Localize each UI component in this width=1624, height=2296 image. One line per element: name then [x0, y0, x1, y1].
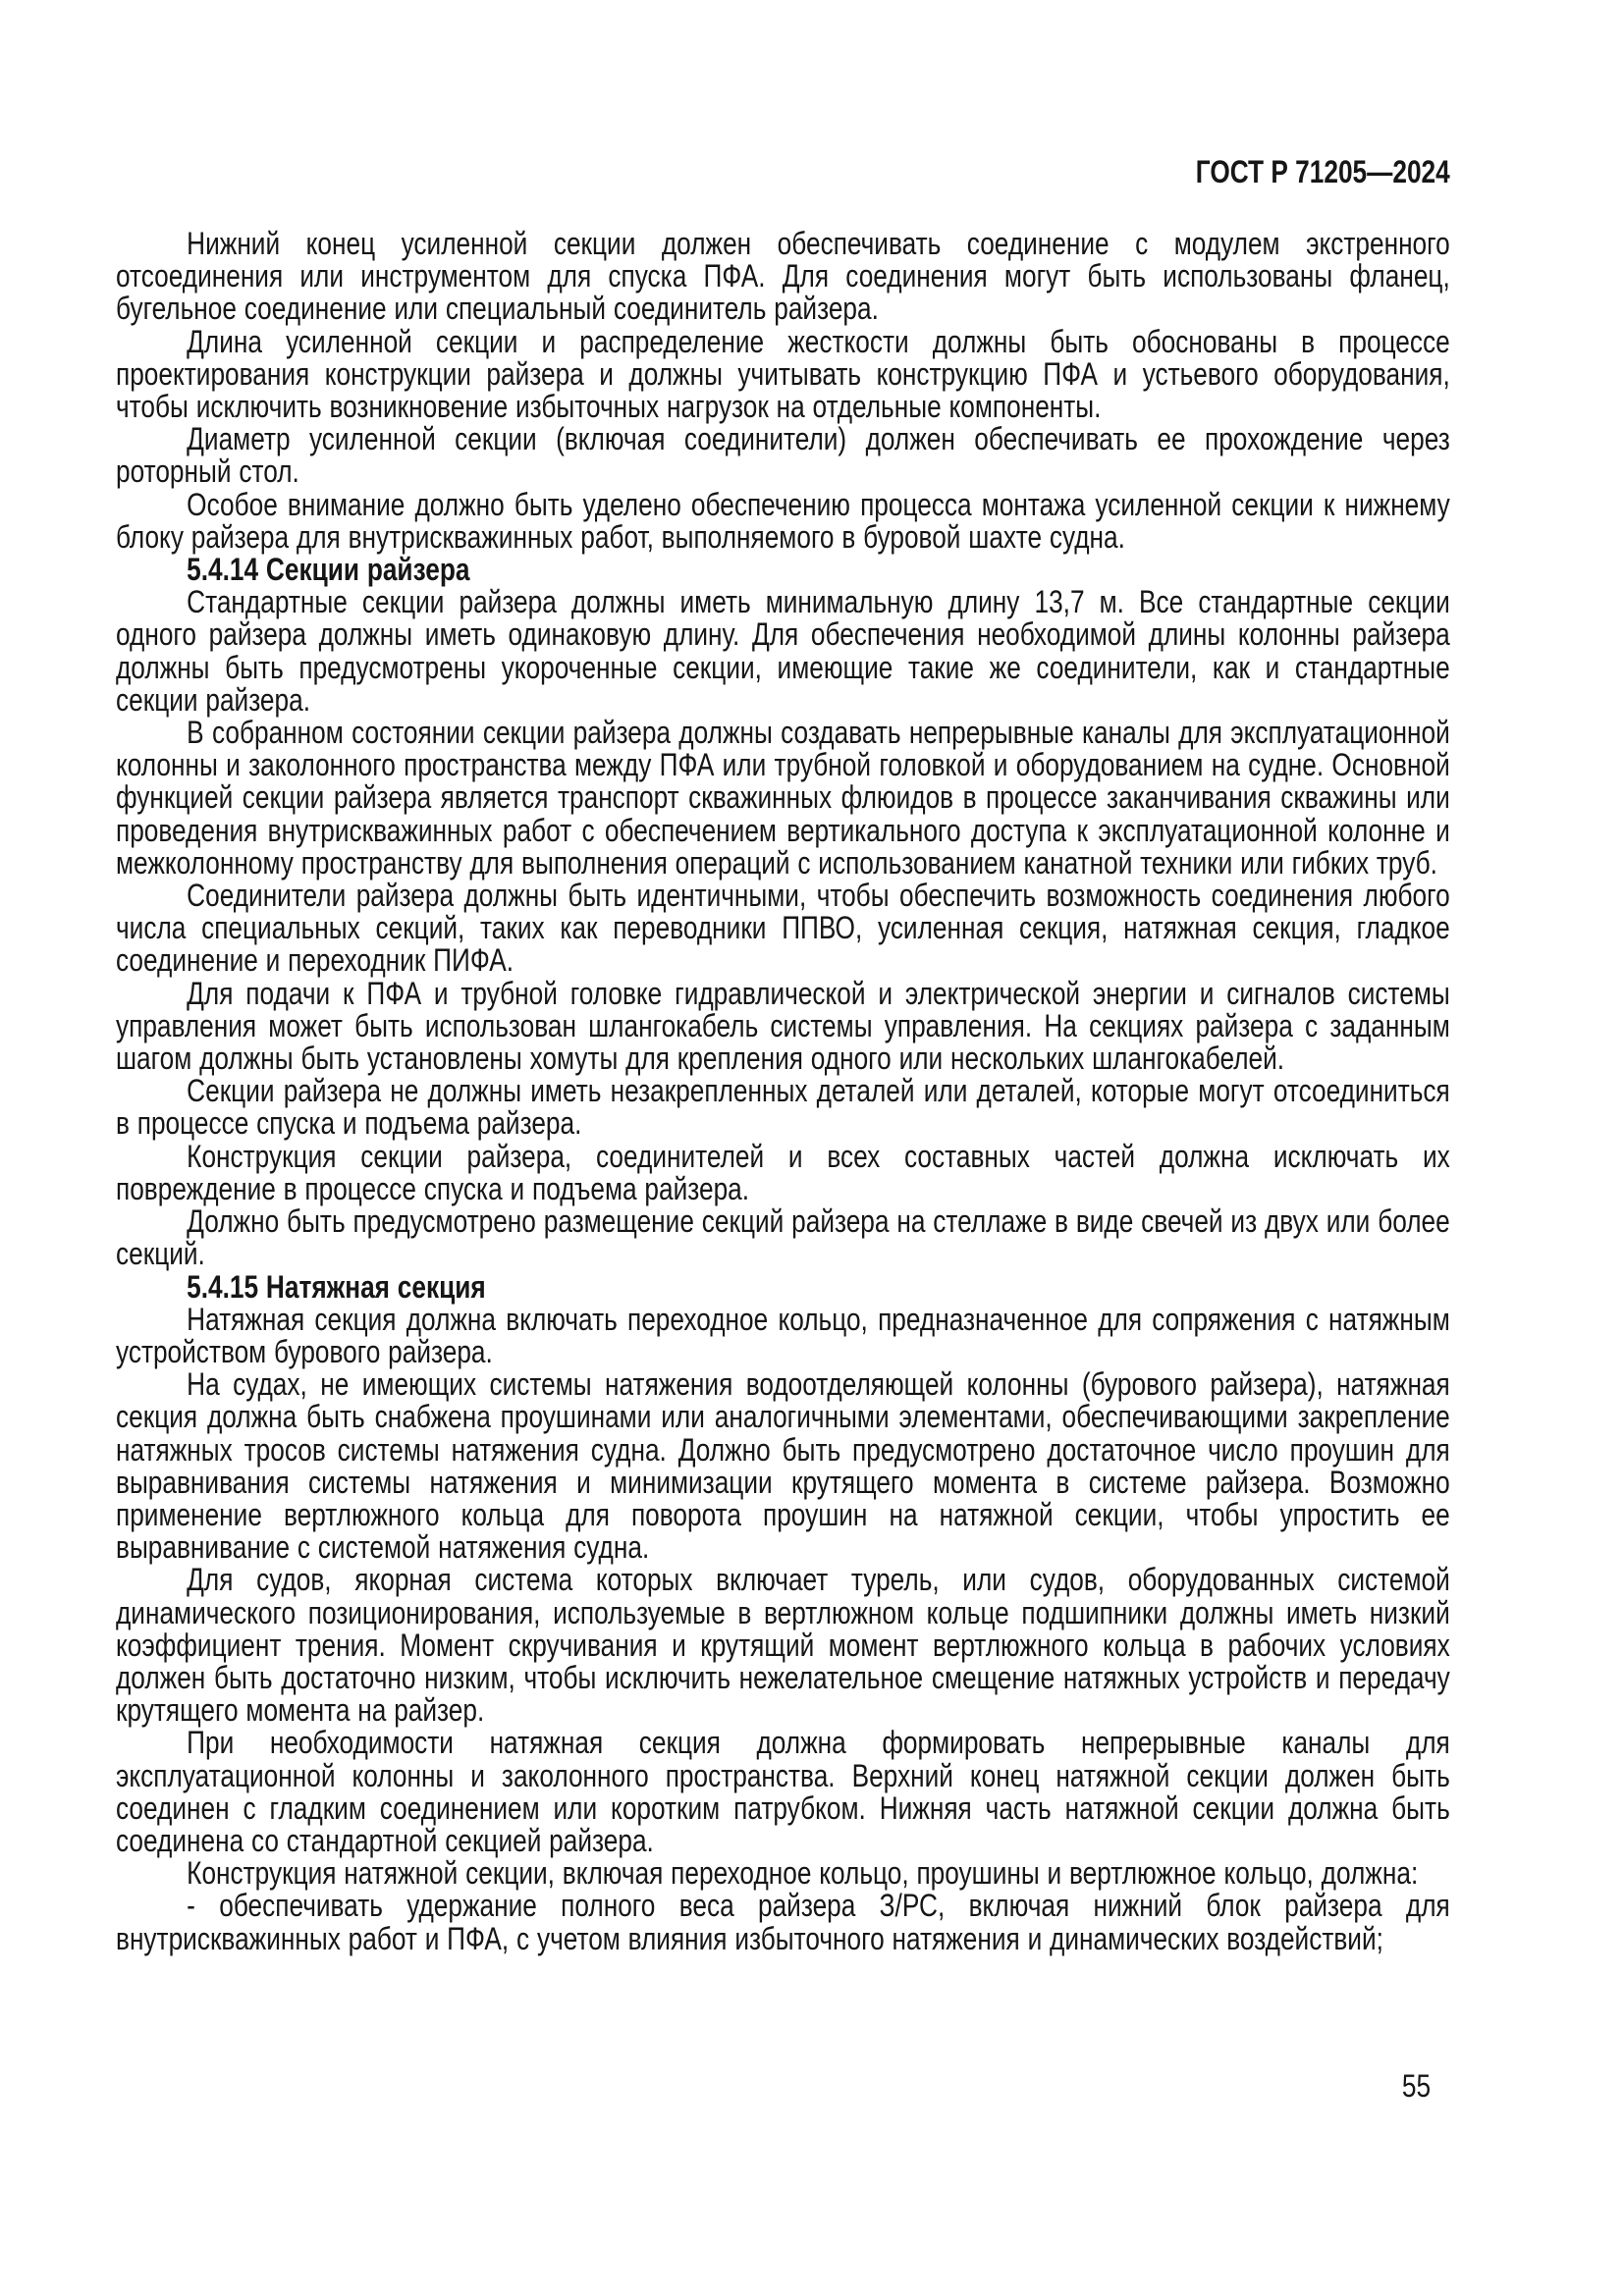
paragraph: Особое внимание должно быть уделено обеспечению процесса монтажа усиленной секции к нижнему блоку райзера для внутрискважинных работ, выполняемого в буровой шахте судна.: [116, 486, 1450, 555]
paragraph: Секции райзера не должны иметь незакрепленных деталей или деталей, которые могут отсоединиться в процессе спуска и подъема райзера.: [116, 1073, 1450, 1142]
section-heading: 5.4.15 Натяжная секция: [187, 1268, 486, 1305]
paragraph: Диаметр усиленной секции (включая соединители) должен обеспечивать ее прохождение через роторный стол.: [116, 421, 1450, 490]
document-code: ГОСТ Р 71205—2024: [1195, 154, 1450, 189]
paragraph: Соединители райзера должны быть идентичными, чтобы обеспечить возможность соединения любого числа специальных секций, таких как переводники ППВО, усиленная секция, натяжная секция, гладкое соединение и переходник ПИФА.: [116, 878, 1450, 979]
paragraph: Конструкция натяжной секции, включая переходное кольцо, проушины и вертлюжное кольцо, должна:: [187, 1855, 1419, 1892]
paragraph: При необходимости натяжная секция должна формировать непрерывные каналы для эксплуатационной колонны и заколонного пространства. Верхний конец натяжной секции должен быть соединен с гладким соединением или коротким патрубком. Нижняя часть натяжной секции должна быть соединена со стандартной секцией райзера.: [116, 1725, 1450, 1858]
paragraph: Для судов, якорная система которых включает турель, или судов, оборудованных системой динамического позиционирования, используемые в вертлюжном кольце подшипники должны иметь низкий коэффициент трения. Момент скручивания и крутящий момент вертлюжного кольца в рабочих условиях должен быть достаточно низким, чтобы исключить нежелательное смещение натяжных устройств и передачу крутящего момента на райзер.: [116, 1562, 1450, 1729]
section-heading: 5.4.14 Секции райзера: [187, 552, 470, 588]
paragraph: Конструкция секции райзера, соединителей и всех составных частей должна исключать их повреждение в процессе спуска и подъема райзера.: [116, 1138, 1450, 1206]
document-body: [116, 228, 1450, 1955]
paragraph: Должно быть предусмотрено размещение секций райзера на стеллаже в виде свечей из двух или более секций.: [116, 1203, 1450, 1272]
paragraph: Для подачи к ПФА и трубной головке гидравлической и электрической энергии и сигналов системы управления может быть использован шлангокабель системы управления. На секциях райзера с заданным шагом должны быть установлены хомуты для крепления одного или нескольких шлангокабелей.: [116, 975, 1450, 1077]
paragraph: На судах, не имеющих системы натяжения водоотделяющей колонны (бурового райзера), натяжная секция должна быть снабжена проушинами или аналогичными элементами, обеспечивающими закрепление натяжных тросов системы натяжения судна. Должно быть предусмотрено достаточное число проушин для выравнивания системы натяжения и минимизации крутящего момента в системе райзера. Возможно применение вертлюжного кольца для поворота проушин на натяжной секции, чтобы упростить ее выравнивание с системой натяжения судна.: [116, 1366, 1450, 1566]
list-item: - обеспечивать удержание полного веса райзера З/РС, включая нижний блок райзера для внутрискважинных работ и ПФА, с учетом влияния избыточного натяжения и динамических воздействий;: [116, 1888, 1450, 1956]
paragraph: В собранном состоянии секции райзера должны создавать непрерывные каналы для эксплуатационной колонны и заколонного пространства между ПФА или трубной головкой и оборудованием на судне. Основной функцией секции райзера является транспорт скважинных флюидов в процессе заканчивания скважины или проведения внутрискважинных работ с обеспечением вертикального доступа к эксплуатационной колонне и межколонному пространству для выполнения операций с использованием канатной техники или гибких труб.: [116, 715, 1450, 881]
page-number: 55: [1401, 2068, 1432, 2104]
paragraph: Стандартные секции райзера должны иметь минимальную длину 13,7 м. Все стандартные секции одного райзера должны иметь одинаковую длину. Для обеспечения необходимой длины колонны райзера должны быть предусмотрены укороченные секции, имеющие такие же соединители, как и стандартные секции райзера.: [116, 584, 1450, 718]
paragraph: Нижний конец усиленной секции должен обеспечивать соединение с модулем экстренного отсоединения или инструментом для спуска ПФА. Для соединения могут быть использованы фланец, бугельное соединение или специальный соединитель райзера.: [116, 226, 1450, 327]
paragraph: Натяжная секция должна включать переходное кольцо, предназначенное для сопряжения с натяжным устройством бурового райзера.: [116, 1301, 1450, 1369]
paragraph: Длина усиленной секции и распределение жесткости должны быть обоснованы в процессе проектирования конструкции райзера и должны учитывать конструкцию ПФА и устьевого оборудования, чтобы исключить возникновение избыточных нагрузок на отдельные компоненты.: [116, 323, 1450, 425]
